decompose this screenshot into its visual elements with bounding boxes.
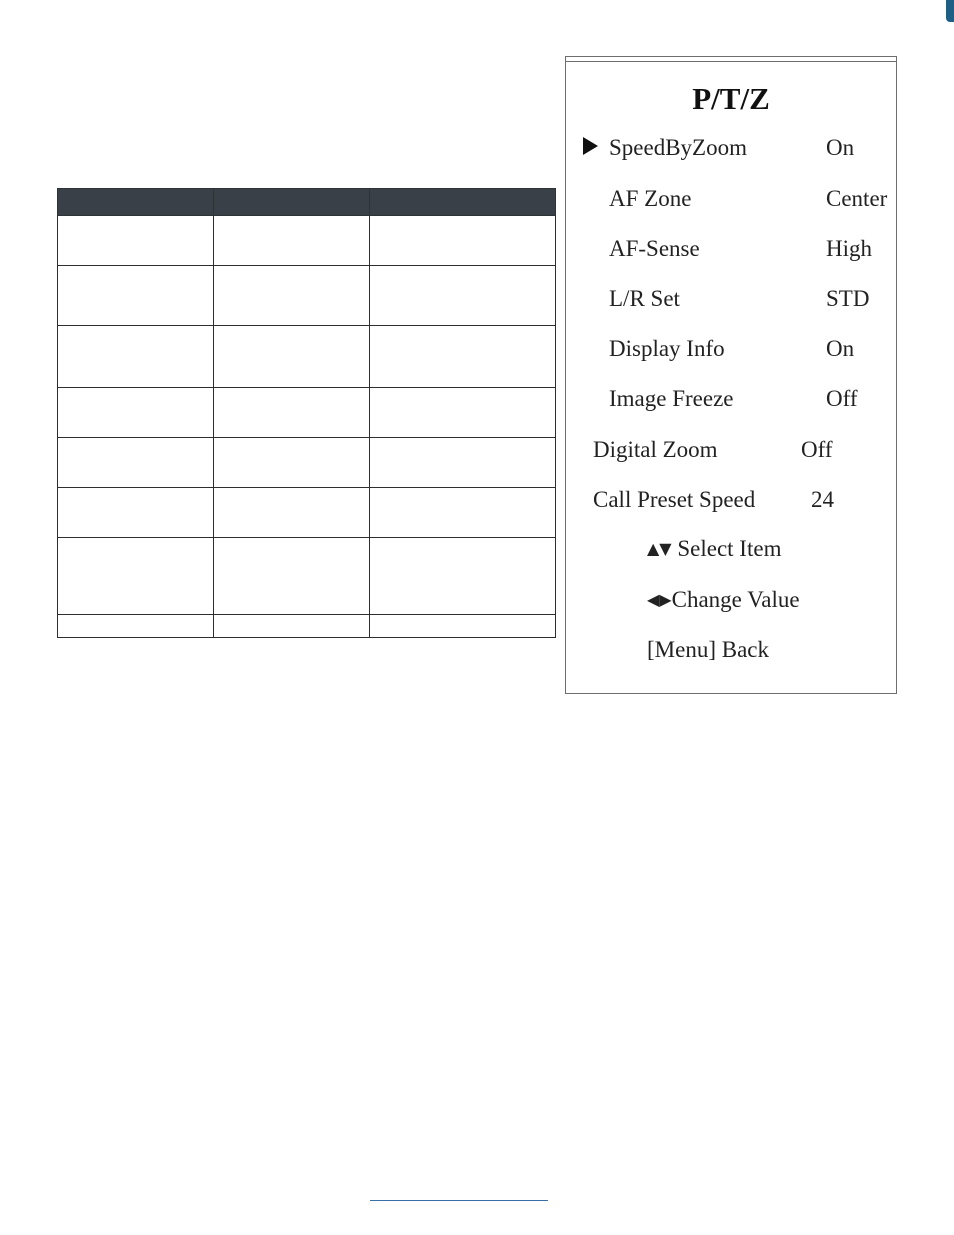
table-cell [214,488,370,538]
table-cell [214,266,370,326]
table-row [58,488,556,538]
menu-item-label: AF-Sense [609,236,700,261]
table-cell [214,216,370,266]
table-cell [58,326,214,388]
table-row [58,216,556,266]
table-cell [58,266,214,326]
menu-item-label: AF Zone [609,186,692,211]
osd-menu-panel [565,56,897,694]
hint-change-value [647,587,800,613]
table-row [58,388,556,438]
table-row [58,538,556,615]
menu-item-value: Off [826,386,858,411]
table-cell [370,388,556,438]
table-header-cell [370,189,556,216]
table-cell [58,438,214,488]
menu-item-label: Call Preset Speed [593,487,756,512]
osd-menu-title: P/T/Z [692,81,770,116]
menu-item-value: STD [826,286,870,311]
table-cell [214,388,370,438]
menu-item-label: Digital Zoom [593,437,718,462]
menu-item-value: On [826,336,855,361]
menu-item-label: Image Freeze [609,386,734,411]
hint-select-label: Select Item [677,536,782,561]
menu-item-value: 24 [811,487,834,512]
parameter-table [57,188,556,638]
table-cell [58,216,214,266]
table-cell [214,438,370,488]
menu-item-label: Display Info [609,336,725,361]
table-row [58,266,556,326]
table-cell [370,266,556,326]
table-cell [370,216,556,266]
table-cell [58,388,214,438]
table-header-row [58,189,556,216]
table-cell [370,538,556,615]
hint-change-label: Change Value [671,587,800,612]
menu-item-value: High [826,236,872,261]
table-header-cell [214,189,370,216]
menu-item-value: Center [826,186,888,211]
table-cell [370,326,556,388]
table-cell [214,538,370,615]
table-cell [370,488,556,538]
table-cell [214,326,370,388]
page-corner-accent [946,0,954,22]
up-down-arrows-icon: ▲▼ [647,539,672,558]
left-right-arrows-icon: ◀▶ [647,590,672,609]
table-cell [214,615,370,638]
hint-select-item [647,536,781,562]
table-cell [58,538,214,615]
table-header-cell [58,189,214,216]
menu-item-value: On [826,135,855,160]
panel-top-rule [566,61,896,62]
right-triangle-icon [583,137,598,155]
menu-item-label: SpeedByZoom [609,135,747,160]
table-row [58,615,556,638]
hint-menu-back: [Menu] Back [647,637,769,662]
menu-item-value: Off [801,437,833,462]
table-row [58,326,556,388]
menu-item-label: L/R Set [609,286,680,311]
table-cell [58,488,214,538]
table-cell [58,615,214,638]
table-cell [370,615,556,638]
footer-link-underline[interactable] [370,1200,548,1201]
table-cell [370,438,556,488]
table-row [58,438,556,488]
